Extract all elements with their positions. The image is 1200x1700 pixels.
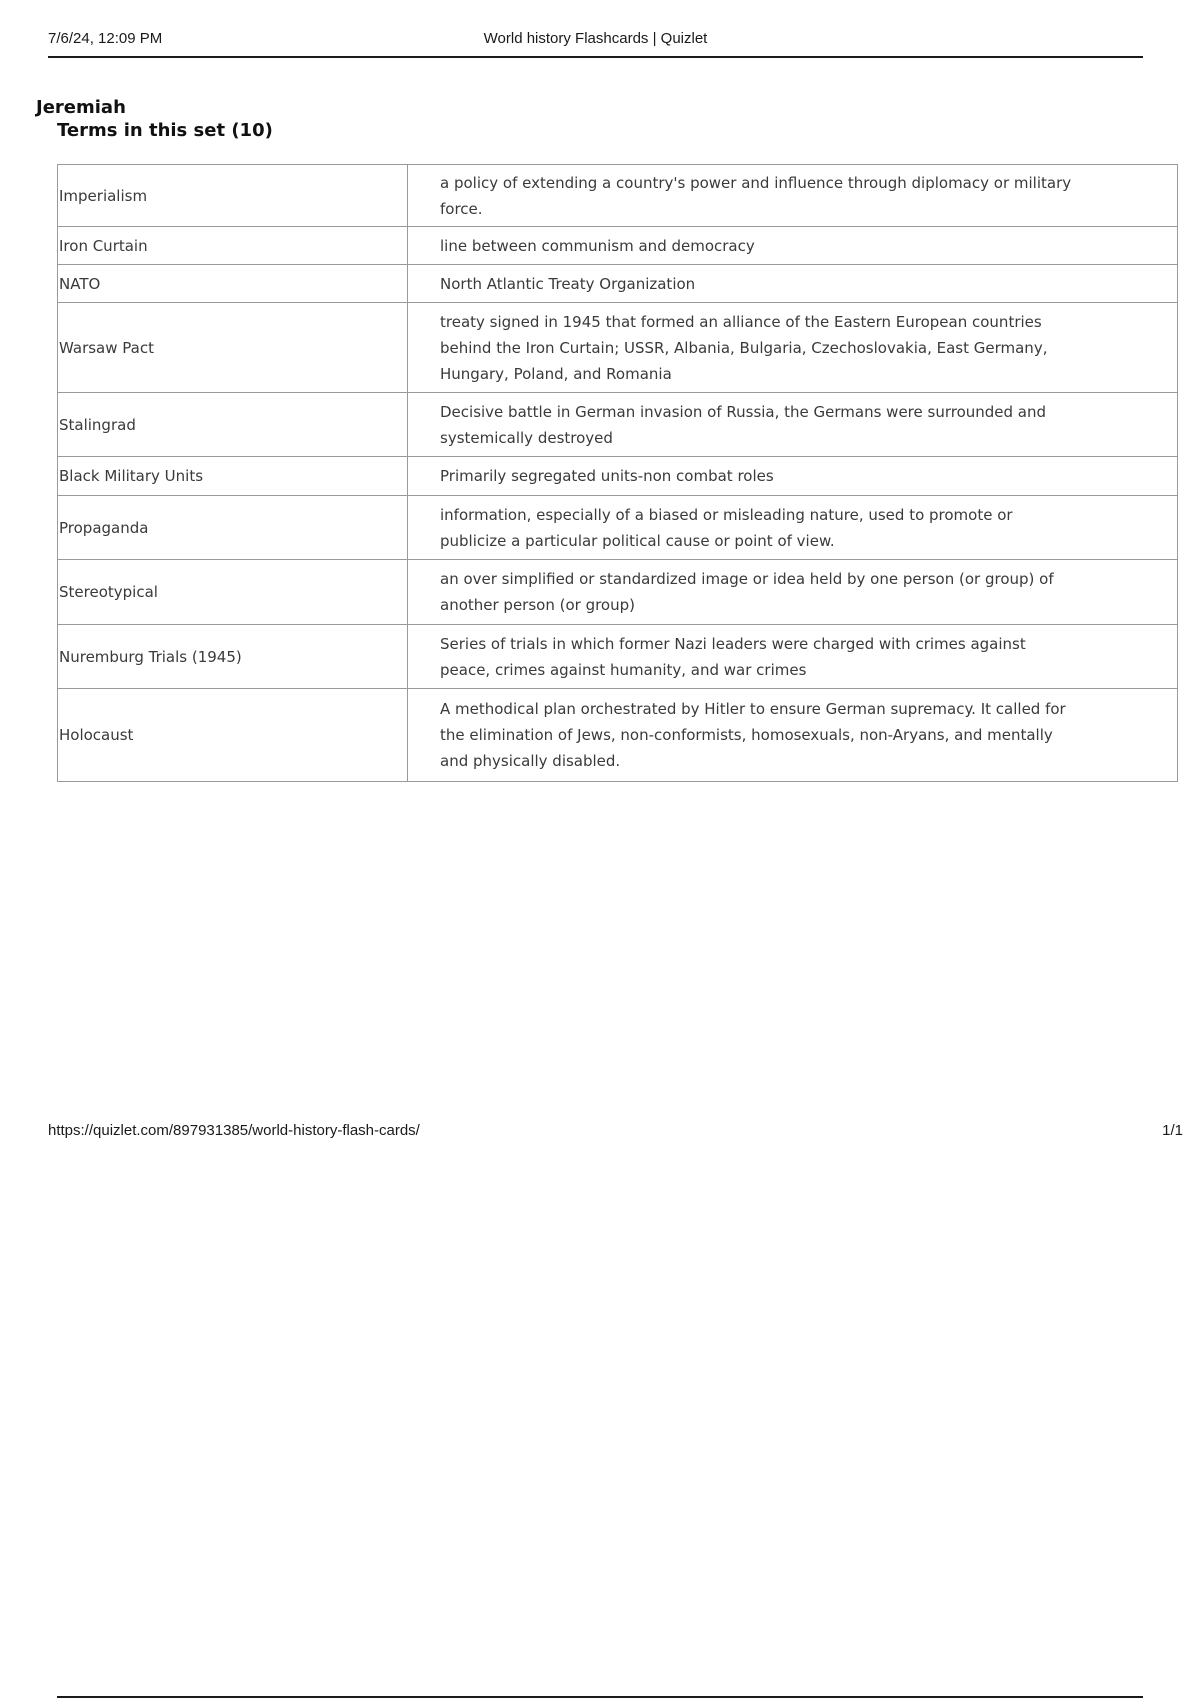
definition-cell: North Atlantic Treaty Organization [408,265,1178,303]
print-footer [48,1122,1183,1139]
definition-cell: treaty signed in 1945 that formed an alliance of the Eastern European countries behind the Iron Curtain; USSR, Albania, Bulgaria, Czechoslovakia, East Germany, Hungary, Poland, and Romania [408,303,1178,393]
definition-cell: an over simplified or standardized image or idea held by one person (or group) of another person (or group) [408,560,1178,625]
definition-cell: a policy of extending a country's power and influence through diplomacy or military force. [408,165,1178,227]
definition-cell: line between communism and democracy [408,227,1178,265]
definition-cell: Primarily segregated units-non combat roles [408,457,1178,496]
table-row [58,689,1178,782]
table-row [58,625,1178,689]
print-datetime: 7/6/24, 12:09 PM [48,30,163,47]
definition-cell: A methodical plan orchestrated by Hitler to ensure German supremacy. It called for the elimination of Jews, non-conformists, homosexuals, non-Aryans, and mentally and physically disabled. [408,689,1178,782]
term-cell: NATO [58,265,408,303]
page-title: World history Flashcards | Quizlet [483,30,708,47]
table-row [58,457,1178,496]
table-row [58,496,1178,560]
term-cell: Imperialism [58,165,408,227]
table-row [58,303,1178,393]
table-row [58,227,1178,265]
set-author: Jeremiah [36,97,126,118]
bottom-divider [57,1696,1143,1698]
term-cell: Stalingrad [58,393,408,457]
term-cell: Propaganda [58,496,408,560]
table-row [58,265,1178,303]
term-cell: Holocaust [58,689,408,782]
table-row [58,165,1178,227]
page-number: 1/1 [1162,1122,1183,1139]
term-cell: Stereotypical [58,560,408,625]
term-cell: Iron Curtain [58,227,408,265]
definition-cell: Decisive battle in German invasion of Russia, the Germans were surrounded and systemically destroyed [408,393,1178,457]
definition-cell: Series of trials in which former Nazi leaders were charged with crimes against peace, crimes against humanity, and war crimes [408,625,1178,689]
terms-heading: Terms in this set (10) [57,120,273,141]
term-cell: Black Military Units [58,457,408,496]
page-url: https://quizlet.com/897931385/world-history-flash-cards/ [48,1122,420,1139]
definition-cell: information, especially of a biased or misleading nature, used to promote or publicize a particular political cause or point of view. [408,496,1178,560]
print-header [48,28,1143,58]
terms-table [57,164,1178,782]
term-cell: Warsaw Pact [58,303,408,393]
term-cell: Nuremburg Trials (1945) [58,625,408,689]
table-row [58,393,1178,457]
table-row [58,560,1178,625]
